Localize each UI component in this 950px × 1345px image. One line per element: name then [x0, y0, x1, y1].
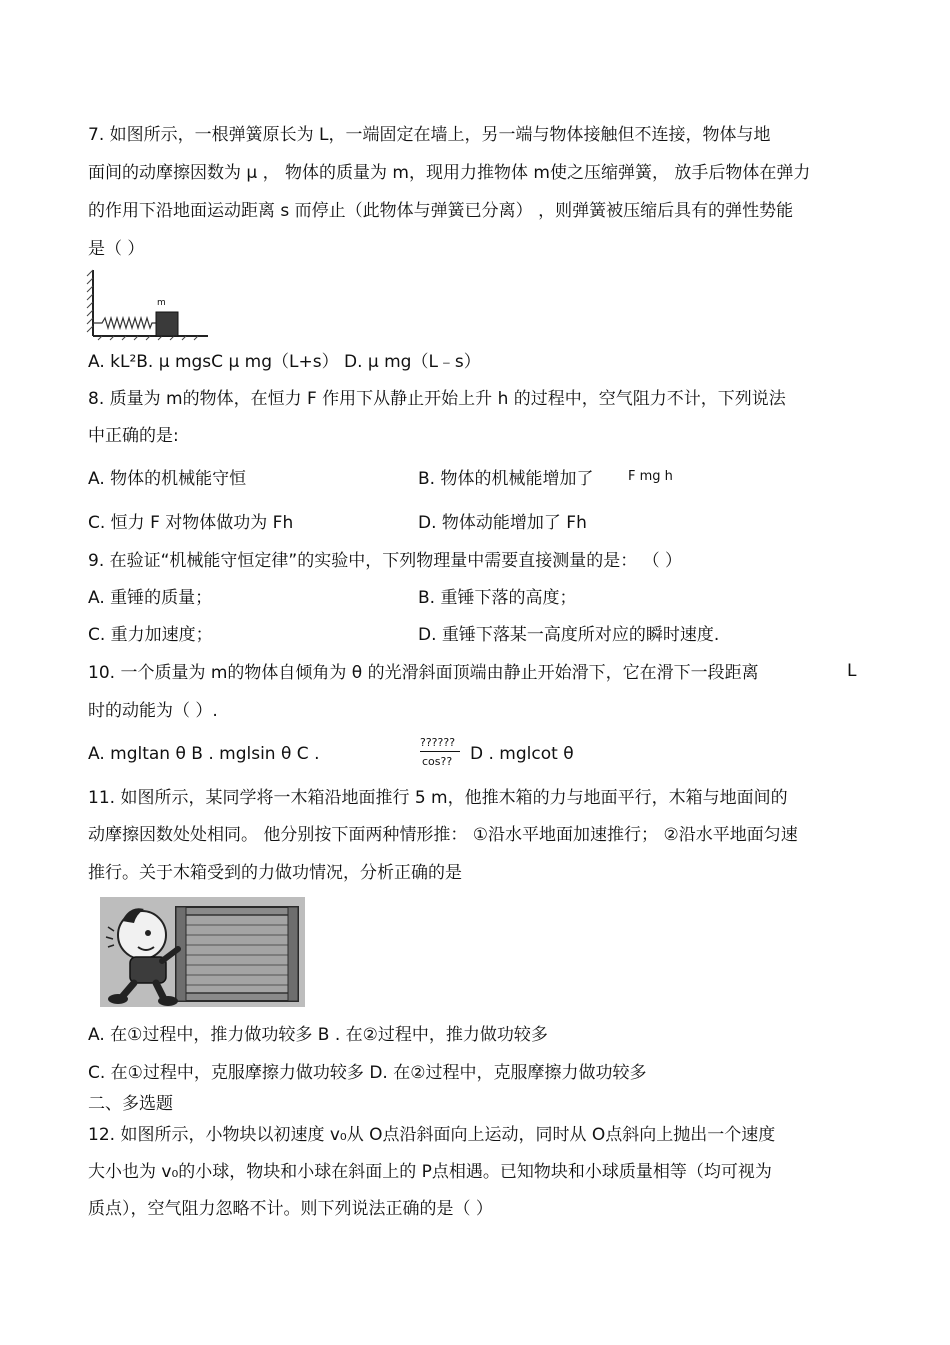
- q9-option-d: D. 重锤下落某一高度所对应的瞬时速度.: [418, 625, 720, 645]
- q10-fraction-numerator: ??????: [420, 736, 456, 749]
- q7-options: A. kL²B. μ mgsC μ mg（L+s） D. μ mg（L﹣s）: [88, 352, 481, 372]
- q12-line-1: 12. 如图所示，小物块以初速度 v₀从 O点沿斜面向上运动，同时从 O点斜向上抛出一个速度: [88, 1125, 776, 1145]
- q8-option-b: B. 物体的机械能增加了: [418, 469, 594, 489]
- q11-line-1: 11. 如图所示，某同学将一木箱沿地面推行 5 m，他推木箱的力与地面平行，木箱与地面间的: [88, 788, 788, 808]
- crate-push-illustration: [100, 897, 305, 1007]
- q10-option-d: D . mglcot θ: [470, 744, 574, 764]
- spring-block-figure: [86, 266, 210, 342]
- q10-line-1-end: L: [847, 661, 857, 681]
- q8-option-c: C. 恒力 F 对物体做功为 Fh: [88, 513, 294, 533]
- q7-line-1: 7. 如图所示，一根弹簧原长为 L，一端固定在墙上，另一端与物体接触但不连接，物体与地: [88, 125, 771, 145]
- q8-option-a: A. 物体的机械能守恒: [88, 469, 247, 489]
- q8-line-1: 8. 质量为 m的物体，在恒力 F 作用下从静止开始上升 h 的过程中，空气阻力不计，下列说法: [88, 389, 786, 409]
- q8-option-d: D. 物体动能增加了 Fh: [418, 513, 587, 533]
- q9-option-b: B. 重锤下落的高度；: [418, 588, 577, 608]
- q11-options-ab: A. 在①过程中，推力做功较多 B . 在②过程中，推力做功较多: [88, 1025, 548, 1045]
- q9-stem: 9. 在验证“机械能守恒定律”的实验中，下列物理量中需要直接测量的是： （ ）: [88, 551, 683, 571]
- q10-line-2: 时的动能为（ ）.: [88, 701, 218, 721]
- q9-option-c: C. 重力加速度；: [88, 625, 213, 645]
- q8-option-b-expression: F mg h: [628, 469, 673, 484]
- q10-options-abc: A. mgltan θ B . mglsin θ C .: [88, 744, 320, 764]
- q10-fraction-denominator: cos??: [422, 755, 453, 768]
- q11-line-3: 推行。关于木箱受到的力做功情况，分析正确的是: [88, 863, 462, 883]
- q11-line-2: 动摩擦因数处处相同。 他分别按下面两种情形推： ①沿水平地面加速推行； ②沿水平地面匀速: [88, 825, 798, 845]
- q9-option-a: A. 重锤的质量；: [88, 588, 213, 608]
- q7-line-2: 面间的动摩擦因数为 μ ， 物体的质量为 m，现用力推物体 m使之压缩弹簧， 放手后物体在弹力: [88, 163, 811, 183]
- q12-line-3: 质点），空气阻力忽略不计。则下列说法正确的是（ ）: [88, 1199, 493, 1219]
- q10-fraction-bar: [420, 751, 460, 752]
- q12-line-2: 大小也为 v₀的小球，物块和小球在斜面上的 P点相遇。已知物块和小球质量相等（均可视为: [88, 1162, 772, 1182]
- q7-line-4: 是（ ）: [88, 239, 145, 259]
- q11-options-cd: C. 在①过程中，克服摩擦力做功较多 D. 在②过程中，克服摩擦力做功较多: [88, 1063, 647, 1083]
- q7-line-3: 的作用下沿地面运动距离 s 而停止（此物体与弹簧已分离） ，则弹簧被压缩后具有的弹性势能: [88, 201, 794, 221]
- block-label: m: [157, 298, 166, 308]
- section-heading: 二、多选题: [88, 1094, 173, 1114]
- q8-line-2: 中正确的是:: [88, 426, 179, 446]
- q10-line-1: 10. 一个质量为 m的物体自倾角为 θ 的光滑斜面顶端由静止开始滑下，它在滑下一段距离: [88, 663, 759, 683]
